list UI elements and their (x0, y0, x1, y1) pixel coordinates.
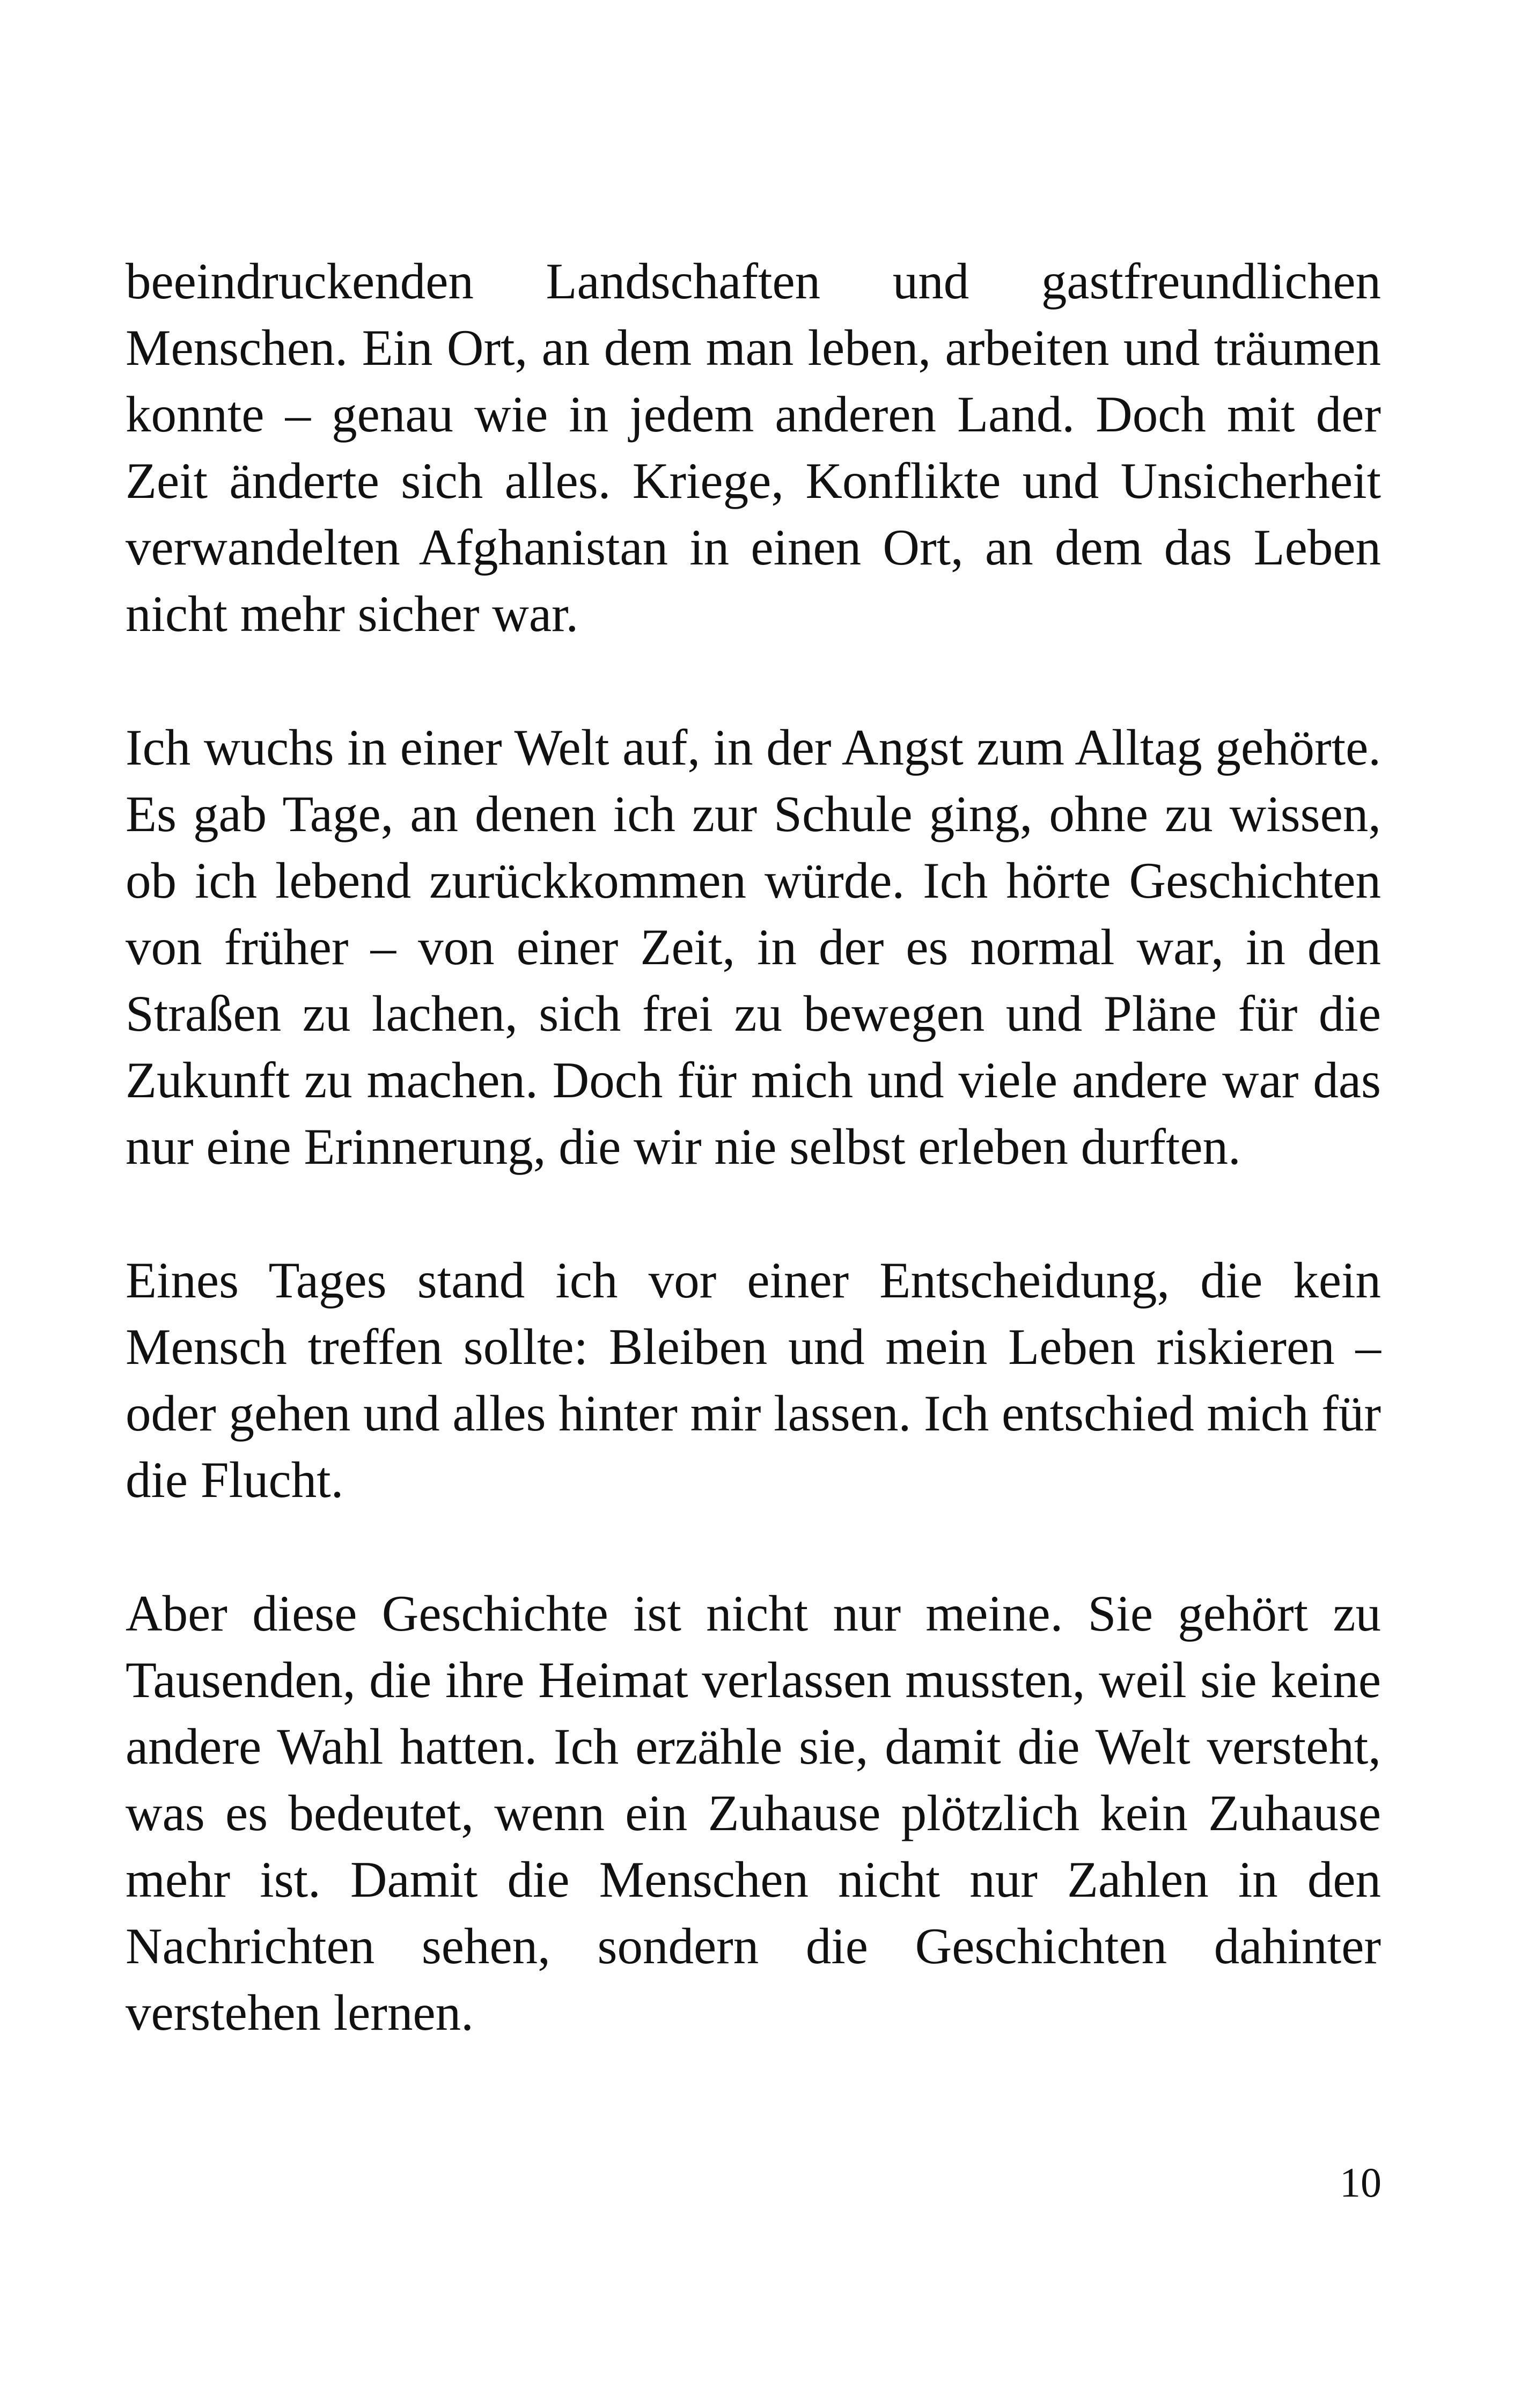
body-text (126, 248, 1381, 2046)
paragraph-3: Eines Tages stand ich vor einer Entscheidung, die kein Mensch treffen sollte: Bleiben und mein Leben riskieren – oder gehen und alles hinter mir lassen. Ich entschied mich für die Flucht. (126, 1252, 1381, 1508)
paragraph-1: beeindruckenden Landschaften und gastfreundlichen Menschen. Ein Ort, an dem man leben, arbeiten und träumen konnte – genau wie in jedem anderen Land. Doch mit der Zeit änderte sich alles. Kriege, Konflikte und Unsicherheit verwandelten Afghanistan in einen Ort, an dem das Leben nicht mehr sicher war. (126, 253, 1381, 642)
paragraph-2: Ich wuchs in einer Welt auf, in der Angst zum Alltag gehörte. Es gab Tage, an denen ich zur Schule ging, ohne zu wissen, ob ich lebend zurückkommen würde. Ich hörte Geschichten von früher – von einer Zeit, in der es normal war, in den Straßen zu lachen, sich frei zu bewegen und Pläne für die Zukunft zu machen. Doch für mich und viele andere war das nur eine Erinnerung, die wir nie selbst erleben durften. (126, 719, 1381, 1175)
page-number: 10 (1340, 2159, 1382, 2206)
paragraph-4: Aber diese Geschichte ist nicht nur meine. Sie gehört zu Tausenden, die ihre Heimat verlassen mussten, weil sie keine andere Wahl hatten. Ich erzähle sie, damit die Welt versteht, was es bedeutet, wenn ein Zuhause plötzlich kein Zuhause mehr ist. Damit die Menschen nicht nur Zahlen in den Nachrichten sehen, sondern die Geschichten dahinter verstehen lernen. (126, 1585, 1381, 2041)
